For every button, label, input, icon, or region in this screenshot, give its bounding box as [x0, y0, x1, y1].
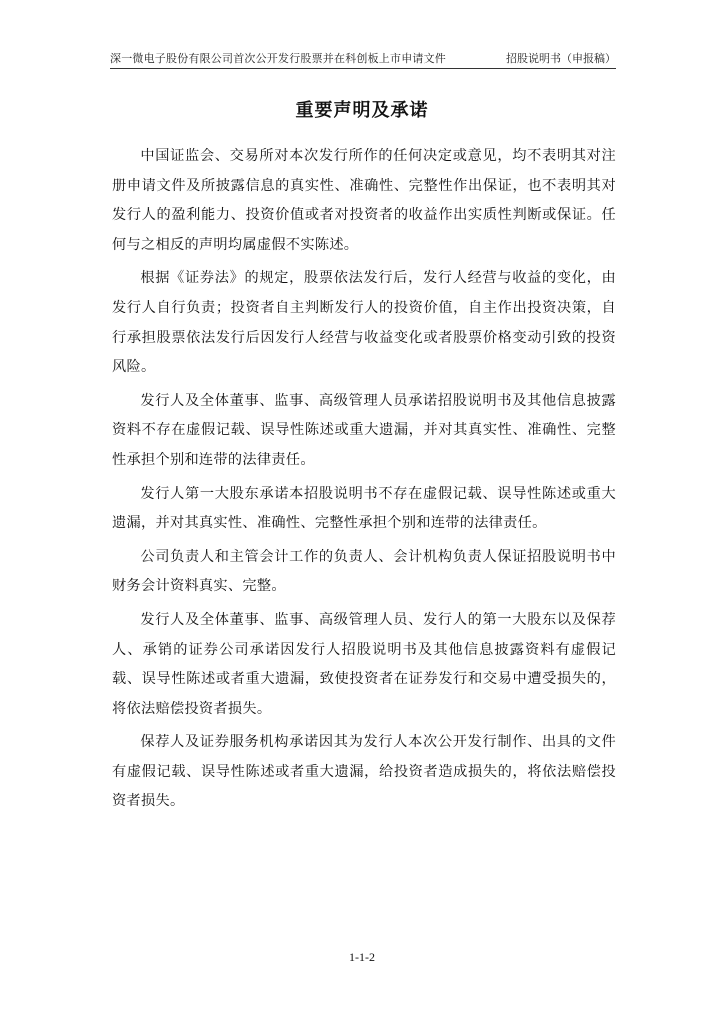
paragraph: 中国证监会、交易所对本次发行所作的任何决定或意见，均不表明其对注册申请文件及所披露信息的真实性、准确性、完整性作出保证，也不表明其对发行人的盈利能力、投资价值或者对投资者的收益作出实质性判断或保证。任何与之相反的声明均属虚假不实陈述。	[112, 148, 616, 253]
page-title: 重要声明及承诺	[295, 100, 429, 121]
header-document-type: 招股说明书（申报稿）	[506, 52, 616, 65]
page-number: 1-1-2	[349, 950, 375, 964]
paragraph: 发行人及全体董事、监事、高级管理人员、发行人的第一大股东以及保荐人、承销的证券公司承诺因发行人招股说明书及其他信息披露资料有虚假记载、误导性陈述或者重大遗漏，致使投资者在证券发行和交易中遭受损失的，将依法赔偿投资者损失。	[112, 611, 616, 717]
paragraph: 发行人及全体董事、监事、高级管理人员承诺招股说明书及其他信息披露资料不存在虚假记载、误导性陈述或重大遗漏，并对其真实性、准确性、完整性承担个别和连带的法律责任。	[112, 392, 616, 468]
paragraph: 保荐人及证券服务机构承诺因其为发行人本次公开发行制作、出具的文件有虚假记载、误导性陈述或者重大遗漏，给投资者造成损失的，将依法赔偿投资者损失。	[112, 734, 616, 810]
paragraph: 发行人第一大股东承诺本招股说明书不存在虚假记载、误导性陈述或重大遗漏，并对其真实性、准确性、完整性承担个别和连带的法律责任。	[112, 485, 616, 532]
page-header	[110, 48, 616, 69]
paragraph: 公司负责人和主管会计工作的负责人、会计机构负责人保证招股说明书中财务会计资料真实、完整。	[112, 548, 616, 595]
paragraph: 根据《证券法》的规定，股票依法发行后，发行人经营与收益的变化，由发行人自行负责；投资者自主判断发行人的投资价值，自主作出投资决策，自行承担股票依法发行后因发行人经营与收益变化或者股票价格变动引致的投资风险。	[112, 270, 616, 376]
header-document-name: 深一微电子股份有限公司首次公开发行股票并在科创板上市申请文件	[110, 52, 446, 65]
body-content	[112, 142, 616, 821]
